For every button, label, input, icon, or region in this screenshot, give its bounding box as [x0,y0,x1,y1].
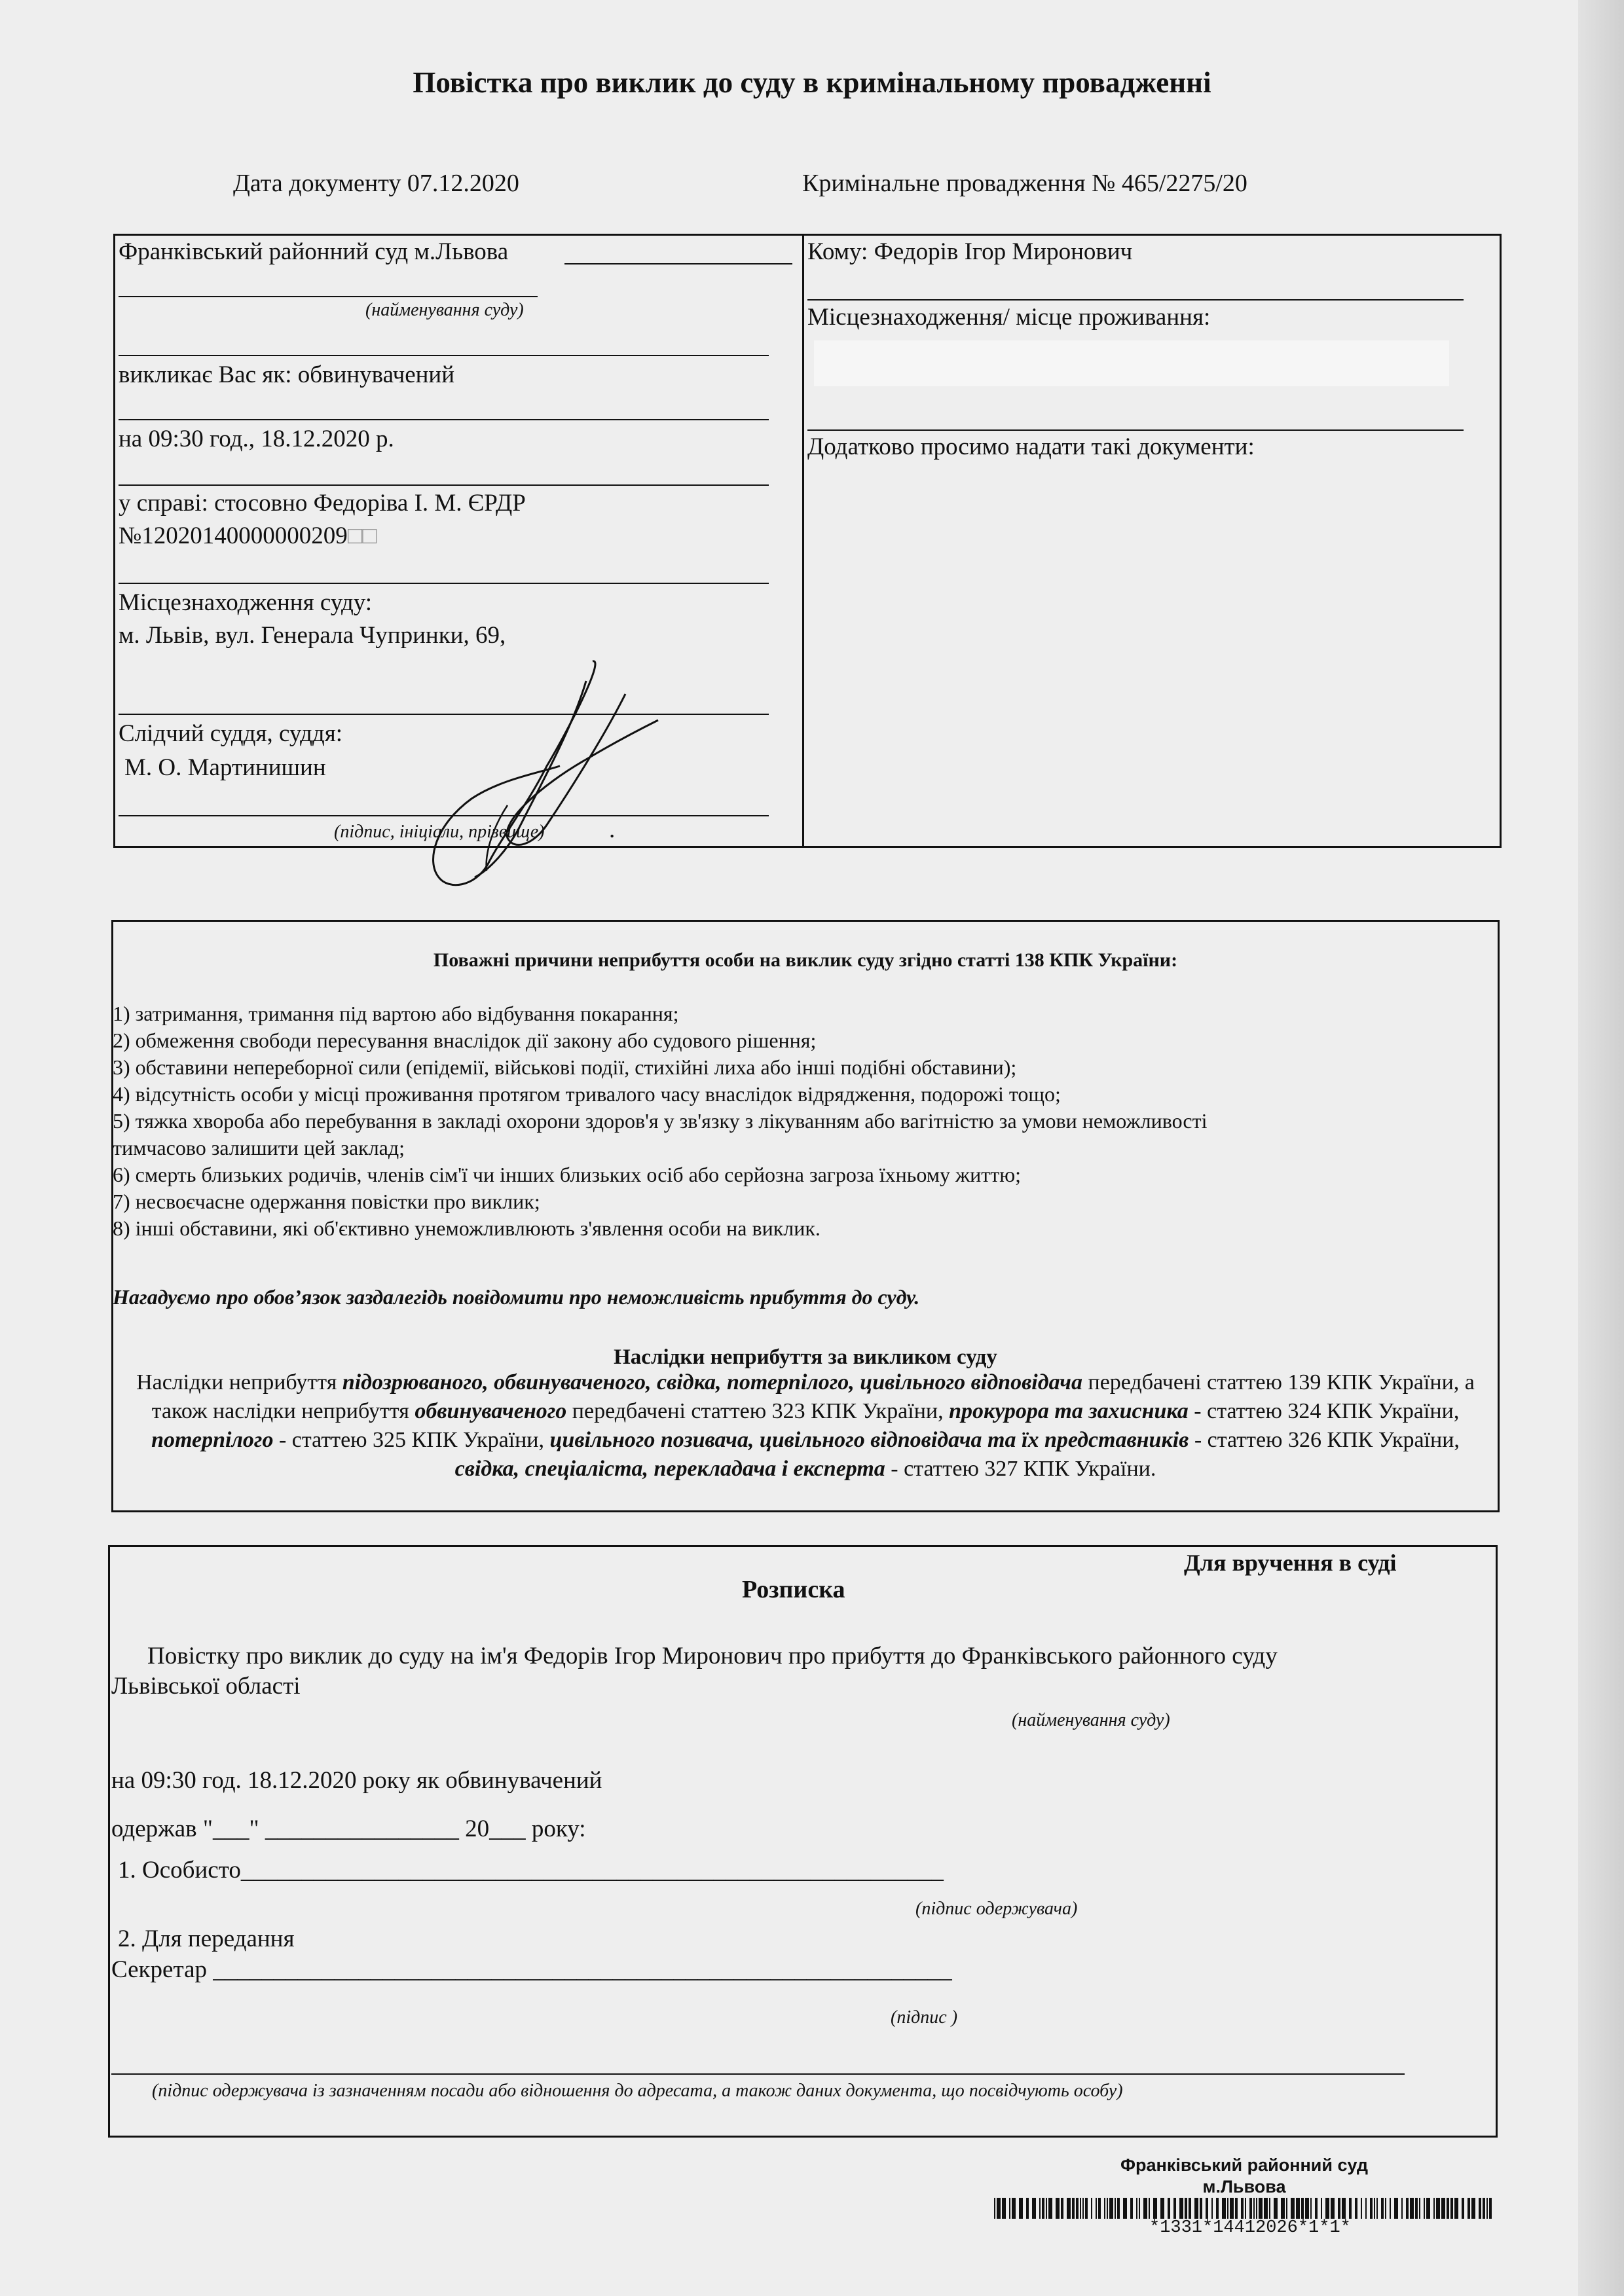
receipt-transfer-line: 2. Для передання [118,1925,295,1952]
summons-divider [802,234,804,848]
separator [807,299,1464,301]
receipt-court-caption: (найменування суду) [1012,1710,1170,1730]
reasons-title: Поважні причини неприбуття особи на виклик суду згідно статті 138 КПК України: [433,949,1178,971]
summons-role: викликає Вас як: обвинувачений [119,361,455,388]
reasons-list [113,1000,1494,1242]
recipient-signature-caption: (підпис одержувача) [915,1899,1078,1919]
receipt-line1: Повістку про виклик до суду на ім'я Федорів Ігор Миронович про прибуття до Франківського районного суду [147,1643,1278,1669]
reminder: Нагадуємо про обов’язок заздалегідь повідомити про неможливість прибуття до суду. [113,1285,920,1309]
consequences-text-part: передбачені статтею 139 КПК України, а також наслідки неприбуття [151,1370,1475,1423]
location-value: м. Львів, вул. Генерала Чупринки, 69, [119,622,506,649]
signature-dot: . [609,816,616,843]
receipt-line2: Львівської області [111,1673,301,1700]
case-number: Кримінальне провадження № 465/2275/20 [802,170,1247,197]
document-date: Дата документу 07.12.2020 [233,170,519,197]
receipt-time-line: на 09:30 год. 18.12.2020 року як обвинувачений [111,1767,602,1794]
consequences-text-part: - статтею 327 КПК України. [885,1457,1156,1481]
addressee: Кому: Федорів Ігор Миронович [807,238,1133,265]
reason-item: 7) несвоєчасне одержання повістки про виклик; [113,1190,540,1213]
barcode-text: *1331*14412026*1*1* [1149,2218,1351,2238]
receipt-bottom-caption: (підпис одержувача із зазначенням посади або відношення до адресата, а також даних документа, що посвідчують особу) [152,2081,1123,2101]
separator [119,583,769,584]
case-registry-suffix: □□ [347,522,377,549]
case-registry-number: №12020140000000209 [119,522,348,549]
consequences-emphasis: свідка, спеціаліста, перекладача і експерта [454,1457,885,1481]
case-subject-line2 [119,521,377,551]
documents-label: Додатково просимо надати такі документи: [807,433,1255,460]
residence-label: Місцезнаходження/ місце проживання: [807,304,1211,331]
consequences-text-part: - статтею 325 КПК України, [273,1428,550,1452]
separator [119,355,769,356]
reason-item: 3) обставини непереборної сили (епідемії, військові події, стихійні лиха або інші подібні обставини); [113,1055,1017,1079]
case-subject-line1: у справі: стосовно Федоріва І. М. ЄРДР [119,490,526,517]
reason-item: тимчасово залишити цей заклад; [113,1136,405,1159]
reason-item: 5) тяжка хвороба або перебування в закладі охорони здоров'я у зв'язку з лікуванням або вагітністю за умови неможливості [113,1109,1208,1133]
secretary-signature-caption: (підпис ) [891,2007,958,2028]
consequences-text [118,1368,1493,1484]
court-name-line2 [119,296,538,297]
judge-label: Слідчий суддя, суддя: [119,720,343,747]
judge-name: М. О. Мартинишин [124,754,326,781]
reason-item: 8) інші обставини, які об'єктивно унеможливлюють з'явлення особи на виклик. [113,1216,821,1240]
consequences-emphasis: підозрюваного, обвинуваченого, свідка, потерпілого, цивільного відповідача [342,1370,1082,1394]
separator [111,2073,1405,2075]
for-court-label: Для вручення в суді [1184,1550,1397,1576]
court-caption: (найменування суду) [365,300,524,320]
separator [119,419,769,420]
receipt-personal-line: 1. Особисто__________________________________________________________ [118,1857,944,1884]
signature-caption: (підпис, ініціали, прізвище) [334,822,545,842]
court-name: Франківський районний суд м.Львова [119,238,509,265]
consequences-emphasis: цивільного позивача, цивільного відповідача та їх представників [549,1428,1189,1452]
consequences-emphasis: потерпілого [151,1428,274,1452]
reason-item: 4) відсутність особи у місці проживання протягом тривалого часу внаслідок відрядження, подорожі тощо; [113,1082,1061,1106]
consequences-text-part: Наслідки неприбуття [136,1370,342,1394]
court-name-line [564,263,792,264]
receipt-title: Розписка [742,1576,845,1603]
separator [807,429,1464,431]
separator [119,484,769,486]
reason-item: 2) обмеження свободи пересування внаслідок дії закону або судового рішення; [113,1029,817,1052]
document-title: Повістка про виклик до суду в кримінальному провадженні [413,66,1211,99]
consequences-text-part: передбачені статтею 323 КПК України, [566,1399,950,1423]
footer-court-line2: м.Львова [1202,2177,1286,2196]
summons-datetime: на 09:30 год., 18.12.2020 р. [119,426,394,452]
residence-redacted [814,340,1449,386]
consequences-emphasis: прокурора та захисника [949,1399,1189,1423]
receipt-received-line: одержав "___" ________________ 20___ року: [111,1815,586,1842]
consequences-emphasis: обвинуваченого [415,1399,567,1423]
reason-item: 1) затримання, тримання під вартою або відбування покарання; [113,1002,679,1025]
consequences-text-part: - статтею 326 КПК України, [1189,1428,1460,1452]
receipt-secretary-line: Секретар _____________________________________________________________ [111,1956,952,1983]
barcode [994,2198,1493,2219]
consequences-text-part: - статтею 324 КПК України, [1188,1399,1460,1423]
location-label: Місцезнаходження суду: [119,589,373,616]
consequences-title: Наслідки неприбуття за викликом суду [614,1345,997,1369]
footer-court-line1: Франківський районний суд [1120,2155,1369,2175]
judge-signature [409,655,671,897]
reason-item: 6) смерть близьких родичів, членів сім'ї чи інших близьких осіб або серйозна загроза їхньому життю; [113,1163,1022,1186]
page-edge-shadow [1578,0,1624,2296]
